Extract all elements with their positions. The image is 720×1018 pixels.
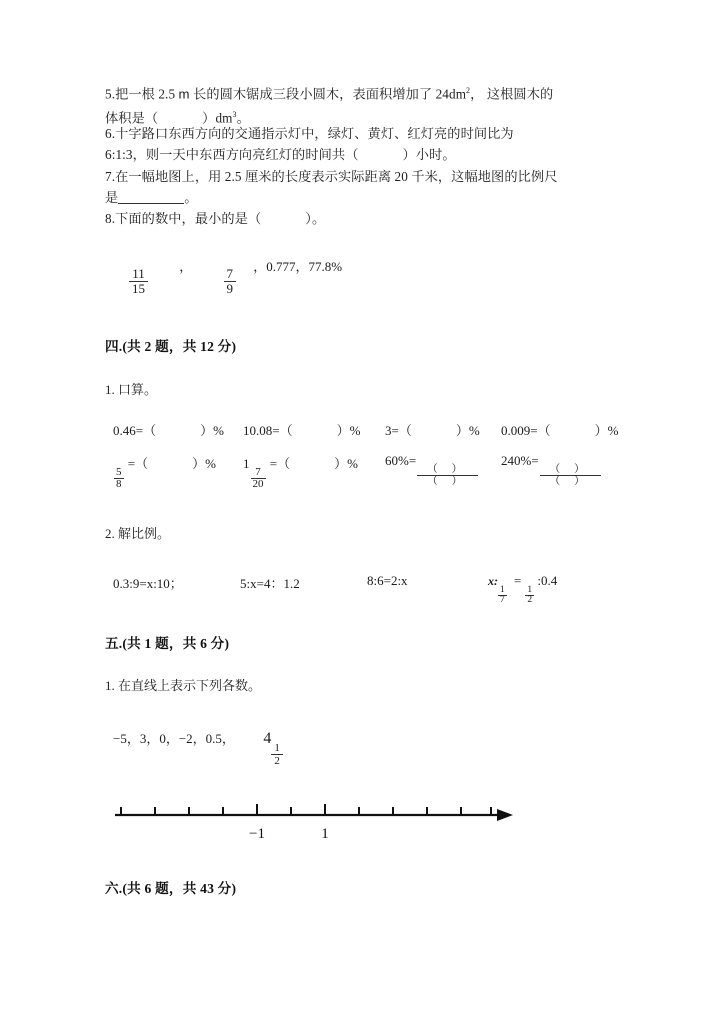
section-five-heading: 五.(共 1 题，共 6 分) — [105, 636, 230, 651]
section-four-question-2-label: 2. 解比例。 — [105, 526, 171, 541]
mixed-number-fraction — [271, 742, 283, 767]
section-four-question-1-label: 1. 口算。 — [105, 382, 158, 397]
oral-item-6-whole: 1 — [243, 456, 250, 471]
question-5-sup-2: 3 — [232, 110, 237, 120]
question-6 — [105, 123, 625, 165]
question-7-text-b: 是 — [105, 190, 119, 205]
oral-item-4-expr: 0.009=（ — [501, 423, 551, 438]
oral-item-8-numerator-blank[interactable]: （） — [549, 463, 599, 475]
proportions-row — [105, 573, 625, 606]
oral-item-6-fraction — [251, 467, 266, 491]
question-8-line-1 — [105, 208, 625, 229]
proportion-item-4-fraction-1 — [498, 586, 507, 606]
question-5-text-a: 把一根 2.5 — [115, 86, 179, 102]
question-5-text-d: 体积是（ — [105, 110, 159, 126]
question-7-line-1 — [105, 166, 625, 187]
proportion-item-4-frac1-numerator: 1 — [500, 584, 505, 595]
mixed-number-whole: 4 — [263, 730, 272, 747]
question-5-line-1 — [105, 80, 625, 104]
question-8 — [105, 208, 625, 229]
oral-item-6 — [243, 453, 358, 491]
oral-item-8-lead: 240%= — [501, 453, 539, 468]
question-5-text-e: 。 — [236, 110, 250, 126]
number-line — [113, 790, 513, 850]
question-5-unit-m: m — [178, 86, 190, 102]
choice-1-numerator: 11 — [132, 266, 145, 282]
proportion-item-4-tail: :0.4 — [537, 573, 558, 588]
choice-2-numerator: 7 — [226, 266, 234, 282]
oral-item-2-expr: 10.08=（ — [243, 423, 293, 438]
oral-item-1-expr: 0.46=（ — [113, 423, 157, 438]
oral-item-3-expr: 3=（ — [385, 423, 412, 438]
oral-item-7-fraction-blank[interactable] — [417, 464, 478, 488]
question-5-text-c: ， 这根圆木的 — [470, 86, 554, 102]
question-7-answer-underline[interactable] — [118, 190, 184, 204]
section-five-numbers-list — [113, 728, 283, 767]
oral-item-5-denominator: 8 — [116, 478, 122, 491]
section-five-numbers-text: −5，3，0，−2，0.5， — [113, 731, 235, 746]
question-7-number: 7. — [105, 169, 116, 184]
proportion-item-4-frac1-denominator: 7 — [500, 595, 505, 606]
question-8-text-a: 下面的数中，最小的是（ — [115, 211, 262, 226]
proportion-item-2: 5:x=4：1.2 — [240, 576, 300, 591]
number-line-arrow-icon — [497, 809, 513, 821]
question-5-sup-1: 2 — [466, 86, 471, 95]
question-8-number: 8. — [105, 211, 116, 226]
oral-item-6-close: ）% — [334, 456, 358, 471]
oral-item-7-numerator-blank[interactable]: （） — [427, 463, 477, 475]
question-7 — [105, 166, 625, 208]
question-8-choices — [129, 256, 342, 297]
section-five-mixed-number — [263, 730, 283, 768]
proportion-item-4-frac2-denominator: 2 — [527, 595, 533, 606]
oral-item-1 — [113, 420, 224, 439]
number-line-label-one: 1 — [321, 826, 329, 842]
number-line-svg — [113, 790, 513, 845]
proportion-item-4-lead: x: — [488, 574, 498, 588]
oral-item-8-denominator-blank[interactable]: （） — [540, 475, 601, 488]
proportion-item-4-frac2-numerator: 1 — [527, 584, 533, 595]
oral-arithmetic-row-1 — [105, 420, 625, 442]
question-7-line-2 — [105, 187, 625, 208]
question-6-line-1 — [105, 123, 625, 144]
oral-item-7 — [385, 453, 478, 488]
choice-fraction-7-9 — [224, 267, 237, 297]
oral-item-5 — [113, 453, 216, 491]
question-7-text-a: 在一幅地图上，用 2.5 厘米的长度表示实际距离 20 千米，这幅地图的比例尺 — [115, 169, 558, 184]
proportion-item-4 — [488, 573, 557, 606]
choice-separator-1: ， — [179, 259, 193, 274]
oral-item-6-numerator: 7 — [255, 465, 261, 478]
oral-item-5-close: ）% — [192, 456, 216, 471]
oral-item-5-open: =（ — [127, 456, 149, 471]
oral-item-4-close: ）% — [594, 423, 619, 438]
oral-item-2 — [243, 420, 360, 439]
section-six-heading: 六.(共 6 题，共 43 分) — [105, 881, 237, 896]
number-line-ticks — [121, 804, 491, 815]
question-5 — [105, 80, 625, 129]
oral-item-8 — [501, 453, 601, 488]
oral-item-5-numerator: 5 — [116, 465, 122, 478]
proportion-item-4-fraction-2 — [525, 586, 534, 606]
choice-2-denominator: 9 — [224, 281, 237, 296]
proportion-item-1: 0.3:9=x:10； — [113, 576, 183, 591]
choice-1-denominator: 15 — [129, 281, 148, 296]
section-four-heading: 四.(共 2 题，共 12 分) — [105, 339, 237, 354]
oral-item-4 — [501, 420, 618, 439]
oral-item-3-close: ）% — [455, 423, 480, 438]
question-6-line-2 — [105, 144, 625, 165]
choice-tail-values: ，0.777，77.8% — [253, 259, 343, 274]
oral-item-3 — [385, 420, 480, 439]
question-5-paren-close: ）dm — [202, 110, 233, 126]
question-5-number: 5. — [105, 86, 116, 102]
oral-item-2-close: ）% — [336, 423, 361, 438]
oral-arithmetic-row-2 — [105, 453, 625, 491]
mixed-number-numerator: 1 — [274, 742, 280, 754]
mixed-number-denominator: 2 — [271, 754, 283, 767]
oral-item-7-denominator-blank[interactable]: （） — [417, 475, 478, 488]
question-8-text-b: ）。 — [305, 211, 326, 226]
question-6-text-c: ）小时。 — [402, 147, 456, 162]
question-6-number: 6. — [105, 126, 116, 141]
question-6-text-a: 十字路口东西方向的交通指示灯中，绿灯、黄灯、红灯亮的时间比为 — [115, 126, 514, 141]
oral-item-7-lead: 60%= — [385, 453, 417, 468]
oral-item-5-fraction — [114, 467, 124, 491]
oral-item-6-open: =（ — [269, 456, 291, 471]
oral-item-6-denominator: 20 — [252, 478, 264, 491]
proportion-item-4-equals: = — [514, 573, 522, 588]
question-7-text-c: 。 — [184, 190, 198, 205]
oral-item-1-close: ）% — [200, 423, 224, 438]
section-five-question-1-label: 1. 在直线上表示下列各数。 — [105, 678, 262, 693]
question-6-text-b: 6:1:3，则一天中东西方向亮红灯的时间共（ — [105, 147, 359, 162]
question-5-text-b: 长的圆木锯成三段小圆木，表面积增加了 24dm — [189, 86, 467, 102]
oral-item-8-fraction-blank[interactable] — [540, 464, 601, 488]
choice-fraction-11-15 — [129, 267, 148, 297]
proportion-item-3: 8:6=2:x — [367, 573, 408, 588]
number-line-label-negative-one: −1 — [249, 826, 265, 842]
